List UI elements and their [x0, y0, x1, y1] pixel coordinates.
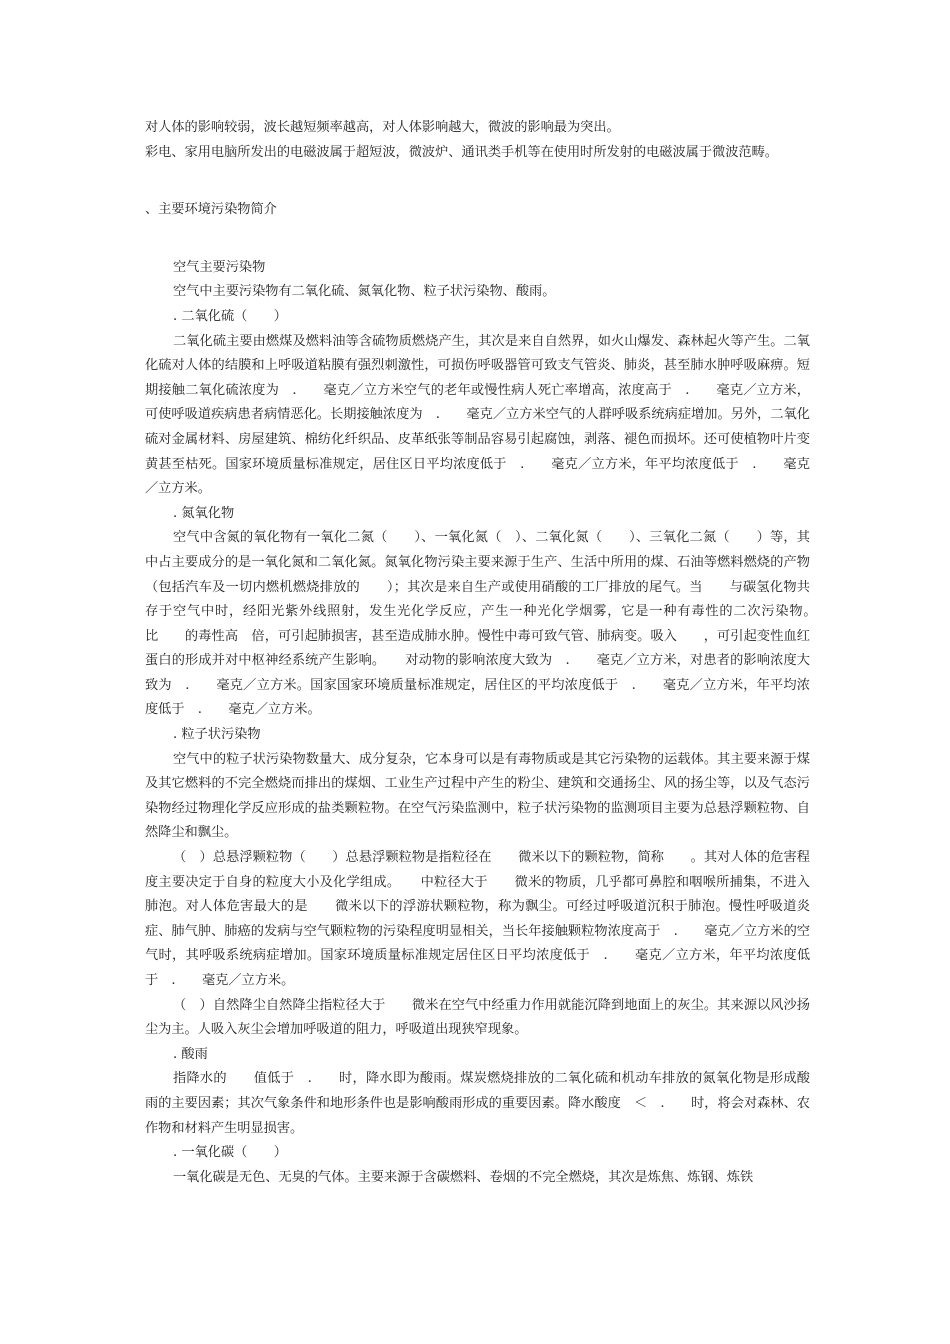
item-paragraph: （ ）总悬浮颗粒物（ ）总悬浮颗粒物是指粒径在 微米以下的颗粒物，简称 。其对人体的危害程度主要决定于自身的粒度大小及化学组成。 中粒径大于 微米的物质，几乎都可鼻腔和咽喉所捕集，不进入肺泡。对人体危害最大的是 微米以下的浮游状颗粒物，称为飘尘。可经过呼吸道沉积于肺泡。慢性呼吸道炎症、肺气肿、肺癌的发病与空气颗粒物的污染程度明显相关，当长年接触颗粒物浓度高于 . 毫克／立方米的空气时，其呼吸系统病症增加。国家环境质量标准规定居住区日平均浓度低于 . 毫克／立方米，年平均浓度低于 . 毫克／立方米。 — [145, 850, 810, 988]
item-heading-nitrogen-oxides: . 氮氧化物 — [173, 505, 235, 521]
item-paragraph: 一氧化碳是无色、无臭的气体。主要来源于含碳燃料、卷烟的不完全燃烧，其次是炼焦、炼钢、炼铁 — [173, 1169, 754, 1185]
item-paragraph: 指降水的 值低于 . 时，降水即为酸雨。煤炭燃烧排放的二氧化硫和机动车排放的氮氧化物是形成酸雨的主要因素；其次气象条件和地形条件也是影响酸雨形成的重要因素。降水酸度 ＜ . 时，将会对森林、农作物和材料产生明显损害。 — [145, 1071, 810, 1136]
subsection-intro: 空气中主要污染物有二氧化硫、氮氧化物、粒子状污染物、酸雨。 — [173, 284, 556, 300]
intro-line-2: 彩电、家用电脑所发出的电磁波属于超短波，微波炉、通讯类手机等在使用时所发射的电磁波属于微波范畴。 — [145, 144, 778, 160]
section-title: 、主要环境污染物简介 — [145, 202, 277, 218]
item-paragraph: 空气中含氮的氧化物有一氧化二氮（ ）、一氧化氮（ ）、二氧化氮（ ）、三氧化二氮（ ）等，其中占主要成分的是一氧化氮和二氧化氮。氮氧化物污染主要来源于生产、生活中所用的煤、石油等燃料燃烧的产物（包括汽车及一切内燃机燃烧排放的 ）；其次是来自生产或使用硝酸的工厂排放的尾气。当 与碳氢化物共存于空气中时，经阳光紫外线照射，发生光化学反应，产生一种光化学烟雾，它是一种有毒性的二次污染物。 比 的毒性高 倍，可引起肺损害，甚至造成肺水肿。慢性中毒可致气管、肺病变。吸入 ，可引起变性血红蛋白的形成并对中枢神经系统产生影响。 对动物的影响浓度大致为 . 毫克／立方米，对患者的影响浓度大致为 . 毫克／立方米。国家国家环境质量标准规定，居住区的平均浓度低于 . 毫克／立方米，年平均浓度低于 . 毫克／立方米。 — [145, 530, 837, 718]
item-heading-sulfur-dioxide: . 二氧化硫（ ） — [173, 308, 287, 324]
item-paragraph: 空气中的粒子状污染物数量大、成分复杂，它本身可以是有毒物质或是其它污染物的运载体。其主要来源于煤及其它燃料的不完全燃烧而排出的煤烟、工业生产过程中产生的粉尘、建筑和交通扬尘、风的扬尘等，以及气态污染物经过物理化学反应形成的盐类颗粒物。在空气污染监测中，粒子状污染物的监测项目主要为总悬浮颗粒物、自然降尘和飘尘。 — [145, 751, 810, 841]
subsection-title: 空气主要污染物 — [173, 259, 266, 275]
item-heading-carbon-monoxide: . 一氧化碳（ ） — [173, 1145, 287, 1161]
item-paragraph: （ ）自然降尘自然降尘指粒径大于 微米在空气中经重力作用就能沉降到地面上的灰尘。其来源以风沙扬尘为主。人吸入灰尘会增加呼吸道的阻力，呼吸道出现狭窄现象。 — [145, 997, 810, 1038]
document-page — [145, 116, 837, 1190]
item-paragraph: 二氧化硫主要由燃煤及燃料油等含硫物质燃烧产生，其次是来自自然界，如火山爆发、森林起火等产生。二氧化硫对人体的结膜和上呼吸道粘膜有强烈刺激性，可损伤呼吸器管可致支气管炎、肺炎，甚至肺水肿呼吸麻痹。短期接触二氧化硫浓度为 . 毫克／立方米空气的老年或慢性病人死亡率增高，浓度高于 . 毫克／立方米，可使呼吸道疾病患者病情恶化。长期接触浓度为 . 毫克／立方米空气的人群呼吸系统病症增加。另外，二氧化硫对金属材料、房屋建筑、棉纺化纤织品、皮革纸张等制品容易引起腐蚀，剥落、褪色而损坏。还可使植物叶片变黄甚至枯死。国家环境质量标准规定，居住区日平均浓度低于 . 毫克／立方米，年平均浓度低于 . 毫克／立方米。 — [145, 333, 810, 497]
item-heading-particulates: . 粒子状污染物 — [173, 727, 261, 743]
item-heading-acid-rain: . 酸雨 — [173, 1046, 208, 1062]
intro-line-1: 对人体的影响较弱，波长越短频率越高，对人体影响越大，微波的影响最为突出。 — [145, 120, 620, 135]
